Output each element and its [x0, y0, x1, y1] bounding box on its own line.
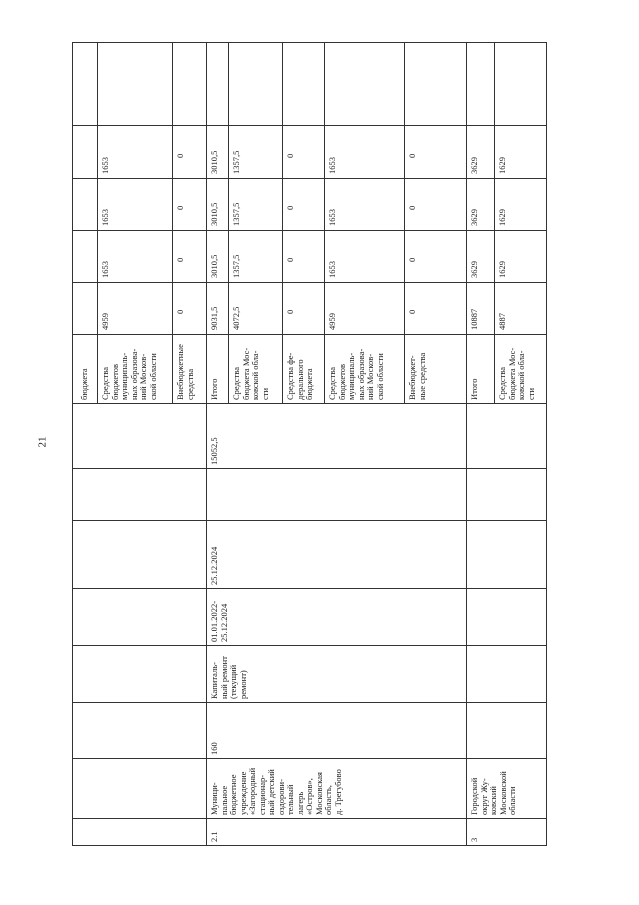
value-cell: 3629 [469, 157, 479, 174]
value-cell: 3010,5 [209, 202, 219, 226]
value-cell: 1653 [100, 261, 110, 278]
value-cell: 0 [407, 309, 417, 314]
source-label: Средства фе- дерального бюджета [285, 352, 314, 400]
value-cell: 4959 [327, 313, 337, 330]
source-label: Средства бюджетов муниципаль- ных образова- ний Москов- ской области [327, 348, 385, 400]
value-cell: 3010,5 [209, 150, 219, 174]
value-cell: 0 [175, 205, 185, 210]
value-cell: 4887 [497, 313, 507, 330]
value-cell: 0 [407, 153, 417, 158]
value-cell: 1653 [327, 261, 337, 278]
total-cost: 15052,5 [209, 437, 219, 465]
row-number: 2.1 [209, 831, 219, 842]
value-cell: 9031,5 [209, 306, 219, 330]
page-number: 21 [36, 436, 49, 448]
object-code: 160 [209, 742, 219, 755]
value-cell: 4959 [100, 313, 110, 330]
value-cell: 1357,5 [231, 202, 241, 226]
value-cell: 0 [175, 257, 185, 262]
object-name: Муници- пальное бюджетное учреждение «Загородный стационар- ный детский оздорови- тельный лагерь «Остров», Московская область, д. Трегубово [209, 767, 343, 815]
value-cell: 1629 [497, 157, 507, 174]
value-cell: 1357,5 [231, 254, 241, 278]
source-label: Итого [469, 378, 479, 400]
source-label: Средства бюджетов муниципаль- ных образова- ний Москов- ской области [100, 348, 158, 400]
row-number: 3 [469, 837, 479, 842]
value-cell: 1357,5 [231, 150, 241, 174]
work-period: 01.01.2022- 25.12.2024 [209, 600, 229, 642]
value-cell: 0 [285, 153, 295, 158]
value-cell: 1653 [327, 157, 337, 174]
value-cell: 1653 [100, 209, 110, 226]
source-label: бюджета [79, 368, 89, 400]
value-cell: 1629 [497, 209, 507, 226]
value-cell: 1653 [100, 157, 110, 174]
source-label: Средства бюджета Мос- ковской обла- сти [497, 347, 536, 400]
value-cell: 0 [175, 309, 185, 314]
source-label: Итого [209, 378, 219, 400]
value-cell: 0 [285, 257, 295, 262]
object-name: Городской округ Жу- ковский Московской области [469, 771, 517, 815]
source-label: Средства бюджета Мос- ковской обла- сти [231, 347, 270, 400]
value-cell: 0 [407, 205, 417, 210]
value-cell: 1629 [497, 261, 507, 278]
value-cell: 3629 [469, 209, 479, 226]
source-label: Внебюджетные средства [175, 344, 195, 400]
value-cell: 4072,5 [231, 306, 241, 330]
value-cell: 0 [285, 309, 295, 314]
value-cell: 0 [285, 205, 295, 210]
work-type: Капиталь- ный ремонт (текущий ремонт) [209, 656, 248, 699]
value-cell: 3629 [469, 261, 479, 278]
value-cell: 0 [407, 257, 417, 262]
value-cell: 3010,5 [209, 254, 219, 278]
value-cell: 1653 [327, 209, 337, 226]
value-cell: 10887 [469, 308, 479, 330]
completion-date: 25.12.2024 [209, 546, 219, 585]
value-cell: 0 [175, 153, 185, 158]
source-label: Внебюджет- ные средства [407, 352, 427, 400]
